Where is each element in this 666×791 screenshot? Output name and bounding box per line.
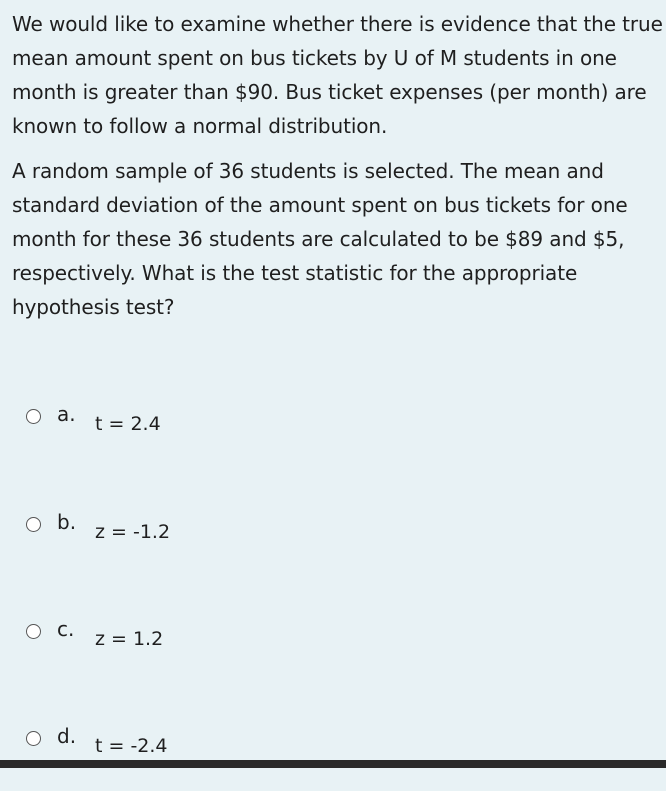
bottom-bar [0,760,666,768]
option-text-b: z = -1.2 [95,521,171,543]
option-b[interactable] [0,510,666,577]
option-text-a: t = 2.4 [95,413,161,435]
radio-button-c[interactable] [26,624,41,639]
option-a[interactable] [0,402,666,469]
option-text-d: t = -2.4 [95,735,168,757]
option-letter-c: c. [57,617,75,641]
option-c[interactable] [0,617,666,684]
option-letter-b: b. [57,510,77,534]
question-text [12,7,664,335]
question-paragraph-2: A random sample of 36 students is selected. The mean and standard deviation of the amount spent on bus tickets for one month for these 36 students are calculated to be $89 and $5, respectively. What is the test statistic for the appropriate hypothesis test? [12,159,628,319]
option-letter-a: a. [57,402,76,426]
option-text-c: z = 1.2 [95,628,164,650]
question-paragraph-1: We would like to examine whether there is evidence that the true mean amount spent on bus tickets by U of M students in one month is greater than $90. Bus ticket expenses (per month) are known to follow a normal distribution. [12,12,663,138]
option-letter-d: d. [57,724,77,748]
radio-button-d[interactable] [26,731,41,746]
radio-button-b[interactable] [26,517,41,532]
radio-button-a[interactable] [26,409,41,424]
